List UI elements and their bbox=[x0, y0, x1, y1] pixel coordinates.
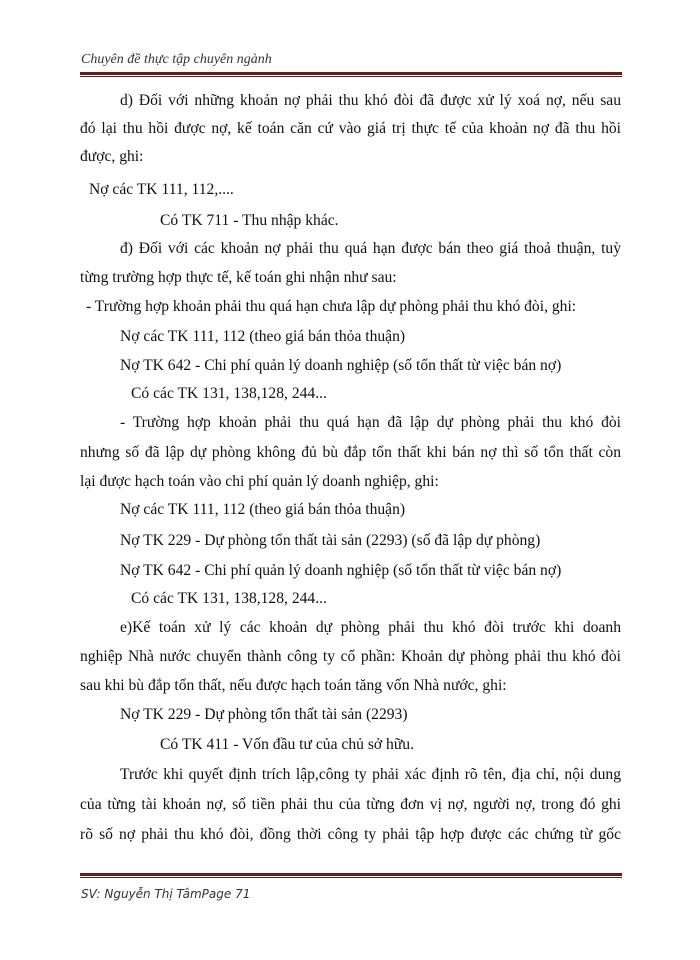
journal-entry-line: Nợ các TK 111, 112 (theo giá bán thỏa thuận) bbox=[120, 501, 406, 518]
paragraph-line: đ) Đối với các khoản nợ phải thu quá hạn được bán theo giá thoả thuận, tuỳ bbox=[120, 240, 621, 257]
paragraph-line: nghiệp Nhà nước chuyển thành công ty cổ phần: Khoản dự phòng phải thu khó đòi bbox=[80, 648, 621, 665]
journal-entry-line: Có các TK 131, 138,128, 244... bbox=[131, 385, 327, 402]
footer-rule bbox=[80, 873, 622, 878]
paragraph-line: nhưng số đã lập dự phòng không đủ bù đắp tổn thất khi bán nợ thì số tổn thất còn bbox=[80, 444, 621, 461]
journal-entry-line: Nợ các TK 111, 112 (theo giá bán thỏa thuận) bbox=[120, 328, 406, 345]
paragraph-line: của từng tài khoản nợ, số tiền phải thu của từng đơn vị nợ, người nợ, trong đó ghi bbox=[80, 796, 621, 813]
page-footer: SV: Nguyễn Thị TâmPage 71 bbox=[81, 887, 251, 901]
journal-entry-line: Nợ các TK 111, 112,.... bbox=[89, 181, 234, 198]
journal-entry-line: Nợ TK 229 - Dự phòng tổn thất tài sản (2293) bbox=[120, 706, 408, 723]
running-header: Chuyên đề thực tập chuyên ngành bbox=[81, 52, 272, 67]
paragraph-line: rõ số nợ phải thu khó đòi, đồng thời công ty phải tập hợp được các chứng từ gốc bbox=[80, 826, 621, 843]
paragraph-line: d) Đối với những khoản nợ phải thu khó đòi đã được xử lý xoá nợ, nếu sau bbox=[120, 92, 621, 109]
journal-entry-line: Nợ TK 642 - Chi phí quản lý doanh nghiệp (số tổn thất từ việc bán nợ) bbox=[120, 562, 562, 579]
paragraph-line: Trước khi quyết định trích lập,công ty phải xác định rõ tên, địa chỉ, nội dung bbox=[120, 766, 621, 783]
paragraph-line: - Trường hợp khoản phải thu quá hạn đã lập dự phòng phải thu khó đòi bbox=[120, 414, 621, 431]
paragraph-line: đó lại thu hồi được nợ, kế toán căn cứ vào giá trị thực tế của khoản nợ đã thu hồi bbox=[80, 120, 621, 137]
paragraph-line: từng trường hợp thực tế, kế toán ghi nhận như sau: bbox=[80, 269, 397, 286]
journal-entry-line: Có TK 411 - Vốn đầu tư của chủ sở hữu. bbox=[160, 736, 414, 753]
header-rule bbox=[80, 72, 622, 77]
journal-entry-line: Có TK 711 - Thu nhập khác. bbox=[160, 212, 339, 229]
paragraph-line: sau khi bù đắp tổn thất, nếu được hạch toán tăng vốn Nhà nước, ghi: bbox=[80, 677, 507, 694]
journal-entry-line: Nợ TK 229 - Dự phòng tổn thất tài sản (2293) (số đã lập dự phòng) bbox=[120, 532, 541, 549]
paragraph-line: được, ghi: bbox=[80, 148, 144, 165]
paragraph-line: e)Kế toán xử lý các khoản dự phòng phải thu khó đòi trước khi doanh bbox=[120, 619, 621, 636]
paragraph-line: - Trường hợp khoản phải thu quá hạn chưa lập dự phòng phải thu khó đòi, ghi: bbox=[86, 298, 577, 315]
journal-entry-line: Có các TK 131, 138,128, 244... bbox=[131, 590, 327, 607]
paragraph-line: lại được hạch toán vào chi phí quản lý doanh nghiệp, ghi: bbox=[80, 473, 439, 490]
journal-entry-line: Nợ TK 642 - Chi phí quản lý doanh nghiệp (số tổn thất từ việc bán nợ) bbox=[120, 357, 562, 374]
